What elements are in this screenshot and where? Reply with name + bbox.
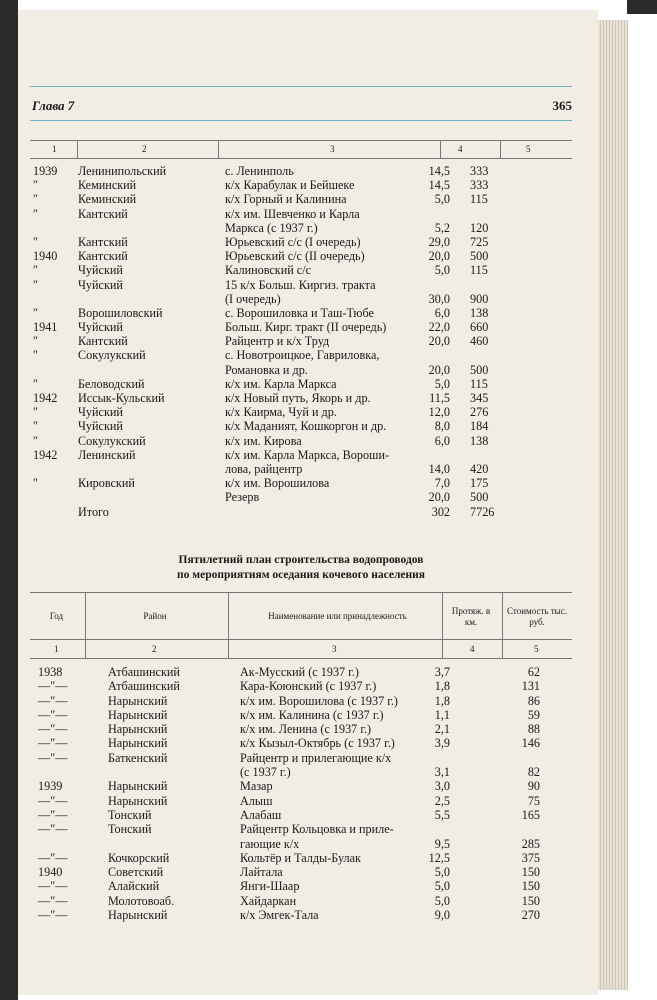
table-cell: Кеминский xyxy=(78,178,137,193)
table-cell: к/х Горный и Калинина xyxy=(225,192,347,207)
table-cell: —″— xyxy=(38,679,68,694)
table-row xyxy=(30,708,572,722)
table-cell: 1939 xyxy=(33,164,58,178)
table-cell: Кантский xyxy=(78,334,128,349)
table-cell: Райцентр и прилегающие к/х xyxy=(240,750,392,765)
table-cell: —″— xyxy=(38,793,68,808)
table-header xyxy=(30,592,572,640)
table-cell: к/х им. Карла Маркса xyxy=(225,376,337,391)
table-cell: Итого xyxy=(78,504,109,519)
table-cell: 138 xyxy=(470,305,489,320)
table-cell: Атбашинский xyxy=(108,665,180,679)
table-cell: Алайский xyxy=(108,879,160,894)
table-cell: Молотовоаб. xyxy=(108,893,175,908)
table-cell: 5,0 xyxy=(434,376,450,391)
table-cell: к/х Каирма, Чуй и др. xyxy=(225,405,337,420)
table-cell: 115 xyxy=(470,192,488,207)
running-head xyxy=(32,98,572,116)
table-row xyxy=(30,164,572,178)
table-cell: Юрьевский с/с (I очередь) xyxy=(225,234,361,249)
table-cell: 276 xyxy=(470,405,489,420)
table-cell: 20,0 xyxy=(428,249,450,264)
table-row xyxy=(30,320,572,334)
table-cell: 184 xyxy=(470,419,489,434)
table-cell: 59 xyxy=(527,707,540,722)
table-row xyxy=(30,751,572,765)
table-cell: 9,5 xyxy=(434,836,450,851)
chapter-label: Глава 7 xyxy=(32,98,75,113)
table-cell: —″— xyxy=(38,750,68,765)
table-cell: Мазар xyxy=(240,779,273,794)
table-cell: 1,8 xyxy=(434,679,450,694)
table-row xyxy=(30,434,572,448)
table-cell: 150 xyxy=(521,893,540,908)
col-number: 2 xyxy=(142,144,147,154)
table-row xyxy=(30,192,572,206)
table-cell: —″— xyxy=(38,908,68,923)
table-cell: Резерв xyxy=(225,490,260,505)
table-cell: 75 xyxy=(527,793,540,808)
table-cell: Лайтала xyxy=(240,865,283,880)
table-cell: Нарынский xyxy=(108,793,168,808)
table-cell: —″— xyxy=(38,722,68,737)
table-cell: 8,0 xyxy=(434,419,450,434)
table-row xyxy=(30,462,572,476)
book-page-edges xyxy=(598,20,628,990)
table-row xyxy=(30,894,572,908)
table-cell: к/х им. Калинина (с 1937 г.) xyxy=(240,707,384,722)
table-cell: Нарынский xyxy=(108,736,168,751)
table-cell: 14,5 xyxy=(428,164,450,178)
scan-left-edge xyxy=(0,0,18,1000)
column-number-row xyxy=(30,140,572,159)
table-row xyxy=(30,765,572,779)
book-page xyxy=(18,10,598,995)
table-row xyxy=(30,490,572,504)
table-row xyxy=(30,822,572,836)
col-number: 5 xyxy=(534,644,539,654)
table-cell: 9,0 xyxy=(434,908,450,923)
table-cell: 1940 xyxy=(38,865,63,880)
table-cell: 3,0 xyxy=(434,779,450,794)
table-cell: 333 xyxy=(470,164,489,178)
table-cell: Райцентр и к/х Труд xyxy=(225,334,330,349)
table-cell: 1939 xyxy=(38,779,63,794)
table-cell: Баткенский xyxy=(108,750,168,765)
table-cell: —″— xyxy=(38,879,68,894)
table-cell: —″— xyxy=(38,807,68,822)
table-row xyxy=(30,207,572,221)
table-cell: 90 xyxy=(527,779,540,794)
table-cell: лова, райцентр xyxy=(225,461,303,476)
table-row xyxy=(30,235,572,249)
table-cell: 1940 xyxy=(33,249,58,264)
table-cell: 88 xyxy=(527,722,540,737)
table-cell: ″ xyxy=(33,277,39,292)
table-cell: ″ xyxy=(33,263,39,278)
header-length: Протяж. в км. xyxy=(451,606,491,627)
table-cell: 725 xyxy=(470,234,489,249)
table-cell: 120 xyxy=(470,220,489,235)
table-cell: 1942 xyxy=(33,391,58,405)
table-cell: к/х Маданият, Кошкоргон и др. xyxy=(225,419,387,434)
table-cell: 1942 xyxy=(33,447,58,462)
table-row xyxy=(30,851,572,865)
table-row xyxy=(30,221,572,235)
table-cell: Кеминский xyxy=(78,192,137,207)
table-cell: 2,5 xyxy=(434,793,450,808)
table-cell: Сокулукский xyxy=(78,433,146,448)
table-cell: —″— xyxy=(38,693,68,708)
table-cell: к/х им. Кирова xyxy=(225,433,302,448)
table-five-year-plan xyxy=(30,592,572,922)
table-cell: 175 xyxy=(470,476,489,491)
column-number-row xyxy=(30,640,572,659)
header-name: Наименование или принадлежность xyxy=(268,611,407,621)
table-cell: 12,0 xyxy=(428,405,450,420)
table-cell: 302 xyxy=(431,504,450,519)
table-row xyxy=(30,808,572,822)
table-cell: —″— xyxy=(38,893,68,908)
table-cell: 131 xyxy=(521,679,540,694)
table-cell: к/х Кызыл-Октябрь (с 1937 г.) xyxy=(240,736,395,751)
table-cell: к/х им. Карла Маркса, Вороши- xyxy=(225,447,390,462)
table-cell: ″ xyxy=(33,376,39,391)
table-row xyxy=(30,865,572,879)
table-cell: Юрьевский с/с (II очередь) xyxy=(225,249,365,264)
table-cell: Хайдаркан xyxy=(240,893,297,908)
table-cell: 86 xyxy=(527,693,540,708)
table-cell: 115 xyxy=(470,263,488,278)
table-cell: 1,1 xyxy=(434,707,450,722)
table-cell: Беловодский xyxy=(78,376,145,391)
table-cell: 165 xyxy=(521,807,540,822)
table-row xyxy=(30,377,572,391)
table-cell: к/х им. Ворошилова xyxy=(225,476,330,491)
col-number: 4 xyxy=(470,644,475,654)
table-cell: 150 xyxy=(521,879,540,894)
table-cell: Сокулукский xyxy=(78,348,146,363)
table-cell: Кировский xyxy=(78,476,135,491)
top-rule xyxy=(30,86,572,87)
table-cell: Калиновский с/с xyxy=(225,263,312,278)
table-cell: к/х Новый путь, Якорь и др. xyxy=(225,391,371,405)
table-row xyxy=(30,292,572,306)
table-cell: ″ xyxy=(33,334,39,349)
table-cell: 5,0 xyxy=(434,865,450,880)
table-row xyxy=(30,779,572,793)
table-cell: 146 xyxy=(521,736,540,751)
table-cell: Нарынский xyxy=(108,779,168,794)
col-number: 1 xyxy=(52,144,57,154)
table-cell: 1938 xyxy=(38,665,63,679)
table-cell: ″ xyxy=(33,476,39,491)
table-cell: Нарынский xyxy=(108,722,168,737)
table-water-supply-continued xyxy=(30,140,572,519)
table-cell: 5,0 xyxy=(434,893,450,908)
table-cell: к/х им. Ленина (с 1937 г.) xyxy=(240,722,372,737)
table-cell: с. Ленинполь xyxy=(225,164,294,178)
table-row xyxy=(30,334,572,348)
table-cell: 3,7 xyxy=(434,665,450,679)
table-cell: 270 xyxy=(521,908,540,923)
table-row xyxy=(30,476,572,490)
col-number: 5 xyxy=(526,144,531,154)
table-cell: 20,0 xyxy=(428,334,450,349)
table-row xyxy=(30,665,572,679)
table-cell: 285 xyxy=(521,836,540,851)
header-district: Район xyxy=(143,611,167,621)
table-cell: Больш. Кирг. тракт (II очередь) xyxy=(225,320,387,335)
table-cell: 1,8 xyxy=(434,693,450,708)
table-cell: 500 xyxy=(470,490,489,505)
table-row xyxy=(30,405,572,419)
table-cell: —″— xyxy=(38,736,68,751)
table-cell: 345 xyxy=(470,391,489,405)
table-cell: Ленинипольский xyxy=(78,164,167,178)
table-row xyxy=(30,306,572,320)
table-cell: ″ xyxy=(33,305,39,320)
table-row xyxy=(30,694,572,708)
table-row xyxy=(30,722,572,736)
table-cell: Нарынский xyxy=(108,693,168,708)
table-cell: Кантский xyxy=(78,249,128,264)
table-cell: гающие к/х xyxy=(240,836,300,851)
table-cell: Кара-Коюнский (с 1937 г.) xyxy=(240,679,377,694)
col-number: 3 xyxy=(330,144,335,154)
table-cell: 20,0 xyxy=(428,362,450,377)
table-cell: 5,0 xyxy=(434,263,450,278)
table-cell: Маркса (с 1937 г.) xyxy=(225,220,318,235)
header-year: Год xyxy=(49,611,64,621)
table-body xyxy=(30,665,572,922)
table-cell: ″ xyxy=(33,405,39,420)
table-row xyxy=(30,879,572,893)
table-cell: Алабаш xyxy=(240,807,282,822)
title-line: Пятилетний план строительства водопроводов xyxy=(178,554,424,566)
table-cell: к/х Эмгек-Тала xyxy=(240,908,319,923)
scan-top-right-edge xyxy=(627,0,657,14)
table-cell: Кочкорский xyxy=(108,850,170,865)
table-row xyxy=(30,278,572,292)
table-cell: 7726 xyxy=(470,504,495,519)
table-cell: Кантский xyxy=(78,206,128,221)
header-cost: Стоимость тыс. руб. xyxy=(507,606,567,627)
table-cell: 7,0 xyxy=(434,476,450,491)
table-row xyxy=(30,679,572,693)
table-cell: 115 xyxy=(470,376,488,391)
table-cell: ″ xyxy=(33,206,39,221)
table-cell: 5,5 xyxy=(434,807,450,822)
table-cell: ″ xyxy=(33,192,39,207)
table-cell: 900 xyxy=(470,291,489,306)
table-cell: 14,0 xyxy=(428,461,450,476)
table-cell: 3,1 xyxy=(434,765,450,780)
table-cell: Ак-Мусский (с 1937 г.) xyxy=(240,665,359,679)
table-cell: Романовка и др. xyxy=(225,362,308,377)
table-cell: 22,0 xyxy=(428,320,450,335)
table-cell: Тонский xyxy=(108,822,152,837)
table-cell: Иссык-Кульский xyxy=(78,391,165,405)
table-cell: Кантский xyxy=(78,234,128,249)
table-cell: Нарынский xyxy=(108,908,168,923)
table-cell: Чуйский xyxy=(78,277,123,292)
table-cell: 2,1 xyxy=(434,722,450,737)
table-cell: Чуйский xyxy=(78,263,123,278)
table-cell: Ворошиловский xyxy=(78,305,163,320)
table-cell: 138 xyxy=(470,433,489,448)
table-cell: 150 xyxy=(521,865,540,880)
table-row xyxy=(30,794,572,808)
table-cell: 5,0 xyxy=(434,192,450,207)
header-rule xyxy=(30,120,572,121)
table-cell: 14,5 xyxy=(428,178,450,193)
table-cell: ″ xyxy=(33,234,39,249)
table-cell: 460 xyxy=(470,334,489,349)
table-cell: Нарынский xyxy=(108,707,168,722)
table-cell: 12,5 xyxy=(428,850,450,865)
table-cell: 15 к/х Больш. Киргиз. тракта xyxy=(225,277,376,292)
table-cell: ″ xyxy=(33,348,39,363)
table-cell: к/х Карабулак и Бейшеке xyxy=(225,178,355,193)
table-cell: 6,0 xyxy=(434,433,450,448)
table-row xyxy=(30,736,572,750)
table-row xyxy=(30,263,572,277)
table-cell: с. Новотроицкое, Гавриловка, xyxy=(225,348,380,363)
table-row xyxy=(30,178,572,192)
title-line: по мероприятиям оседания кочевого населения xyxy=(177,569,425,581)
col-number: 2 xyxy=(152,644,157,654)
table-cell: с. Ворошиловка и Таш-Тюбе xyxy=(225,305,374,320)
table-cell: 500 xyxy=(470,362,489,377)
col-number: 1 xyxy=(54,644,59,654)
page-number: 365 xyxy=(552,98,572,113)
table-cell: —″— xyxy=(38,850,68,865)
table-cell: 82 xyxy=(527,765,540,780)
table-cell: 5,0 xyxy=(434,879,450,894)
table-cell: 62 xyxy=(527,665,540,679)
table-cell: 3,9 xyxy=(434,736,450,751)
table-cell: 6,0 xyxy=(434,305,450,320)
table-cell: Тонский xyxy=(108,807,152,822)
table-cell: 1941 xyxy=(33,320,58,335)
table-cell: 660 xyxy=(470,320,489,335)
table-cell: 500 xyxy=(470,249,489,264)
table-row xyxy=(30,348,572,362)
table-cell: Чуйский xyxy=(78,405,123,420)
table-row xyxy=(30,505,572,519)
table-cell: —″— xyxy=(38,822,68,837)
table-cell: 30,0 xyxy=(428,291,450,306)
table-cell: Ленинский xyxy=(78,447,136,462)
table-body xyxy=(30,164,572,519)
table-cell: Янги-Шаар xyxy=(240,879,300,894)
table-title xyxy=(30,553,572,583)
table-cell: Алыш xyxy=(240,793,273,808)
table-cell: ″ xyxy=(33,433,39,448)
table-cell: 11,5 xyxy=(429,391,450,405)
table-cell: Советский xyxy=(108,865,164,880)
table-cell: (I очередь) xyxy=(225,291,281,306)
table-cell: Чуйский xyxy=(78,419,123,434)
col-number: 3 xyxy=(332,644,337,654)
table-cell: к/х им. Шевченко и Карла xyxy=(225,206,360,221)
table-cell: 5,2 xyxy=(434,220,450,235)
table-cell: Кольтёр и Талды-Булак xyxy=(240,850,361,865)
table-cell: Чуйский xyxy=(78,320,123,335)
table-cell: ″ xyxy=(33,178,39,193)
table-cell: —″— xyxy=(38,707,68,722)
table-row xyxy=(30,391,572,405)
col-number: 4 xyxy=(458,144,463,154)
table-cell: ″ xyxy=(33,419,39,434)
table-row xyxy=(30,249,572,263)
table-cell: (с 1937 г.) xyxy=(240,765,291,780)
table-row xyxy=(30,419,572,433)
table-cell: Атбашинский xyxy=(108,679,180,694)
table-row xyxy=(30,363,572,377)
table-cell: 20,0 xyxy=(428,490,450,505)
table-cell: к/х им. Ворошилова (с 1937 г.) xyxy=(240,693,398,708)
table-cell: 375 xyxy=(521,850,540,865)
table-cell: Райцентр Кольцовка и приле- xyxy=(240,822,394,837)
table-row xyxy=(30,908,572,922)
table-row xyxy=(30,837,572,851)
table-row xyxy=(30,448,572,462)
table-cell: 29,0 xyxy=(428,234,450,249)
table-cell: 420 xyxy=(470,461,489,476)
table-cell: 333 xyxy=(470,178,489,193)
